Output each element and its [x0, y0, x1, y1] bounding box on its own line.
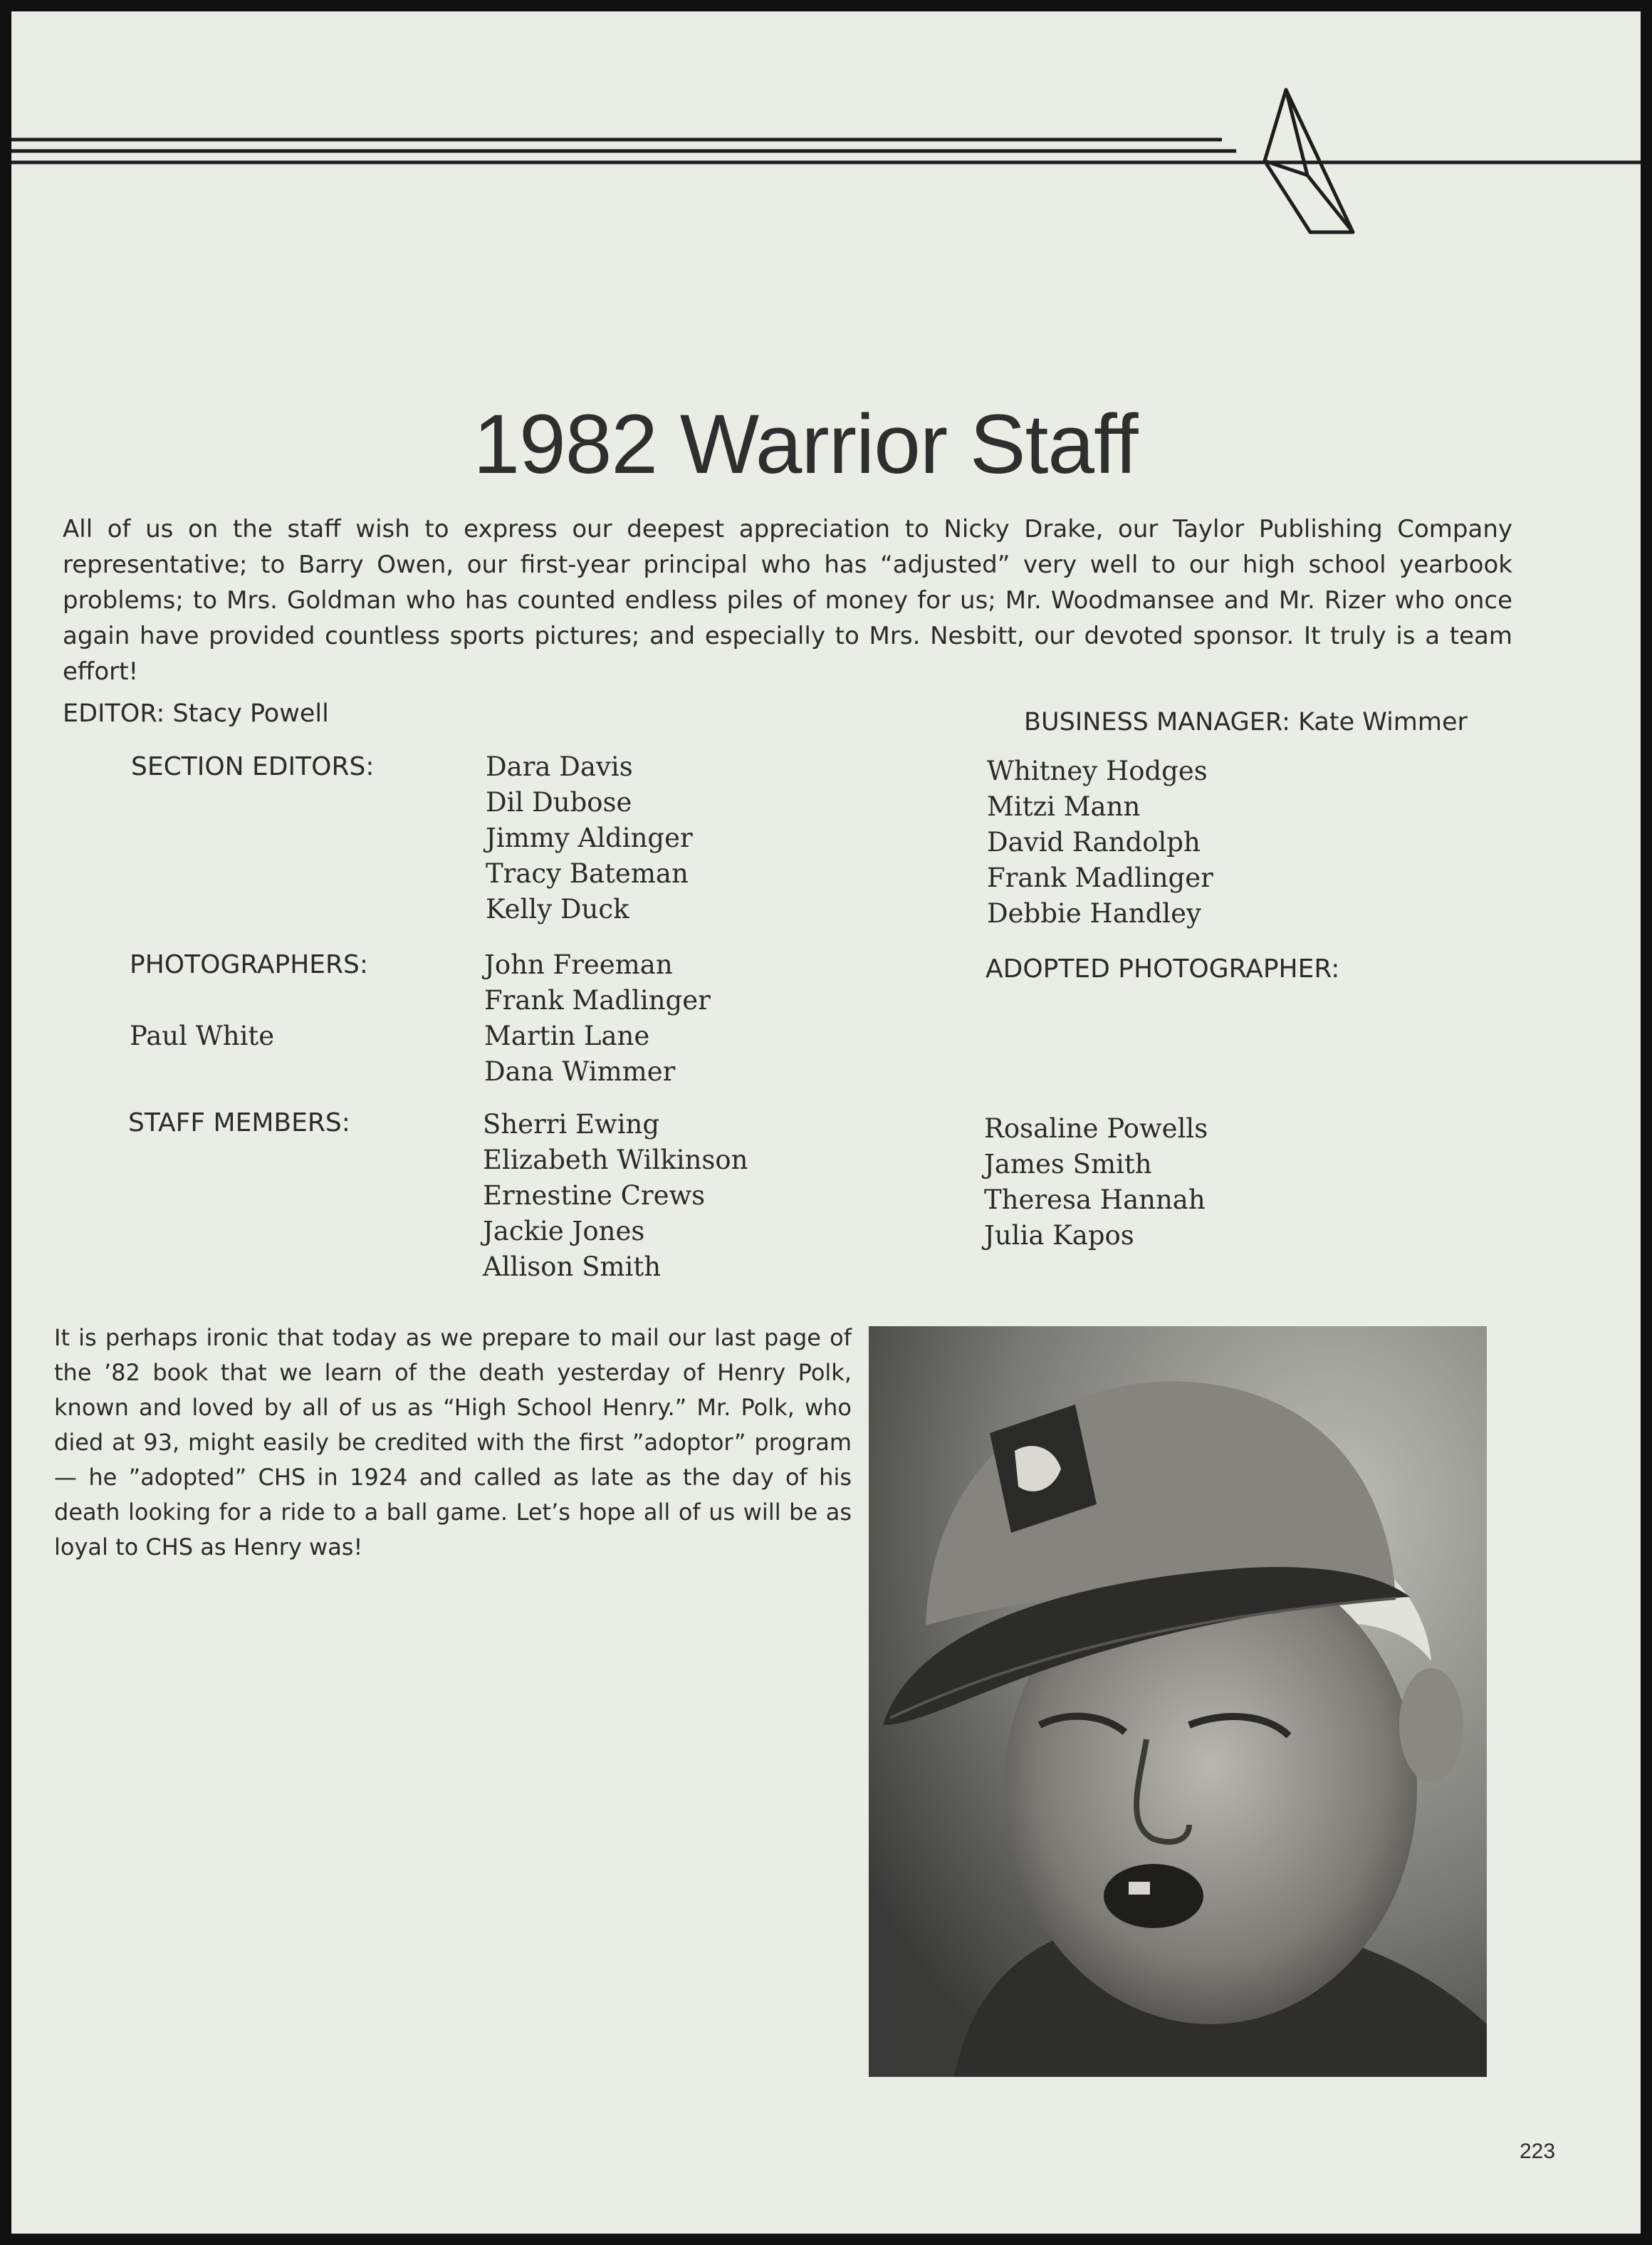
list-item: Frank Madlinger [484, 985, 711, 1016]
list-item: Jimmy Aldinger [486, 823, 693, 853]
list-item: David Randolph [987, 827, 1201, 858]
adopted-photographer-name: Paul White [130, 1021, 275, 1051]
list-item: Dara Davis [486, 751, 633, 782]
page-number: 223 [1520, 2140, 1556, 2163]
yearbook-page [11, 11, 1641, 2234]
list-item: Jackie Jones [483, 1216, 645, 1246]
list-item: John Freeman [484, 949, 673, 980]
list-item: Dil Dubose [486, 787, 632, 818]
section-editors-label: SECTION EDITORS: [131, 752, 375, 781]
intro-paragraph: All of us on the staff wish to express our deepest appreciation to Nicky Drake, our Taylor Publishing Company representative; to Barry Owen, our first-year principal who has “adjusted” very well to our high school yearbook problems; to Mrs. Goldman who has counted endless piles of money for us; Mr. Woodmansee and Mr. Rizer who once again have provided countless sports pictures; and especially to Mrs. Nesbitt, our devoted sponsor. It truly is a team effort! [63, 515, 1512, 686]
list-item: Whitney Hodges [987, 756, 1208, 786]
list-item: Rosaline Powells [984, 1113, 1208, 1144]
editor-line: EDITOR: Stacy Powell [63, 699, 329, 728]
memorial-paragraph: It is perhaps ironic that today as we prepare to mail our last page of the ’82 book that we learn of the death yesterday of Henry Polk, known and loved by all of us as “High School Henry.” Mr. Polk, who died at 93, might easily be credited with the first ”adoptor” program — he ”adopted” CHS in 1924 and called as late as the day of his death looking for a ride to a ball game. Let’s hope all of us will be as loyal to CHS as Henry was! [54, 1324, 852, 1561]
pyramid-line-ornament [11, 68, 1641, 254]
adopted-photographer-label: ADOPTED PHOTOGRAPHER: [986, 954, 1340, 984]
section-editors-col1 [486, 749, 693, 927]
list-item: Tracy Bateman [486, 858, 689, 889]
section-editors-col2 [987, 754, 1213, 932]
list-item: Kelly Duck [486, 894, 629, 924]
list-item: Mitzi Mann [987, 791, 1141, 822]
staff-members-col2 [984, 1111, 1208, 1254]
list-item: Allison Smith [483, 1251, 662, 1282]
list-item: Julia Kapos [984, 1220, 1134, 1251]
list-item: Ernestine Crews [483, 1180, 706, 1211]
list-item: Debbie Handley [987, 898, 1201, 929]
list-item: Dana Wimmer [484, 1056, 676, 1087]
photographers-label: PHOTOGRAPHERS: [130, 950, 369, 979]
staff-members-col1 [483, 1107, 748, 1285]
photographers-col1 [484, 947, 711, 1090]
list-item: Elizabeth Wilkinson [483, 1145, 748, 1175]
portrait-photo [869, 1326, 1487, 2077]
list-item: Martin Lane [484, 1021, 650, 1051]
list-item: Theresa Hannah [984, 1184, 1206, 1215]
list-item: James Smith [984, 1149, 1152, 1179]
staff-members-label: STAFF MEMBERS: [128, 1108, 350, 1137]
list-item: Frank Madlinger [987, 863, 1213, 893]
page-title: 1982 Warrior Staff [473, 397, 1138, 491]
business-manager-line: BUSINESS MANAGER: Kate Wimmer [1024, 708, 1468, 736]
list-item: Sherri Ewing [483, 1109, 660, 1140]
